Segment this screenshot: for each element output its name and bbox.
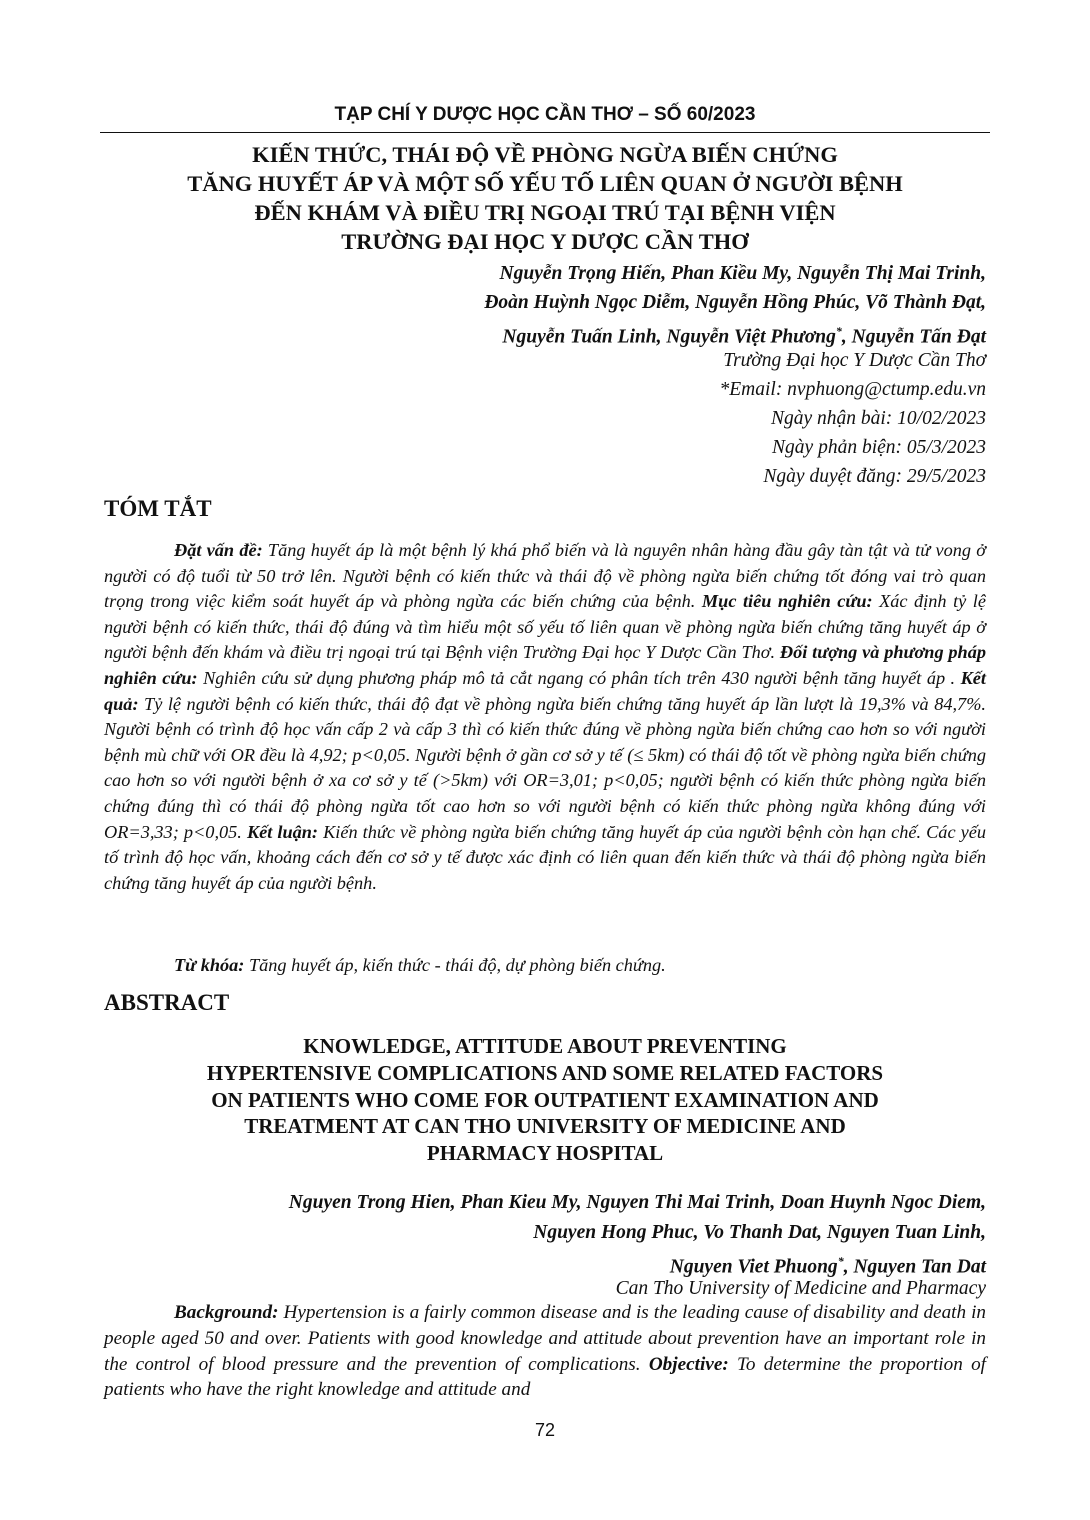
summary-label-conclusion: Kết luận: [246, 821, 319, 842]
title-en-line: PHARMACY HOSPITAL [426, 1141, 664, 1166]
summary-label-background: Đặt vấn đề: [174, 540, 263, 560]
title-en-line: KNOWLEDGE, ATTITUDE ABOUT PREVENTING [303, 1034, 787, 1058]
author-line: Nguyễn Trọng Hiến, Phan Kiều My, Nguyễn Thị Mai Trinh, [499, 263, 986, 284]
summary-label-results: Kết quả: [104, 667, 986, 714]
affiliation-english: Can Tho University of Medicine and Pharmacy [615, 1278, 986, 1299]
keywords-paragraph [104, 953, 986, 979]
summary-label-objective: Mục tiêu nghiên cứu: [701, 591, 873, 612]
journal-header: TẠP CHÍ Y DƯỢC HỌC CẦN THƠ – SỐ 60/2023 [334, 104, 756, 125]
keywords-label: Từ khóa: [174, 955, 245, 975]
abstract-label-objective: Objective: [648, 1353, 729, 1375]
title-en-line: HYPERTENSIVE COMPLICATIONS AND SOME RELATED FACTORS [206, 1060, 884, 1085]
title-vn-line: TRƯỜNG ĐẠI HỌC Y DƯỢC CẦN THƠ [341, 229, 749, 254]
page-number: 72 [534, 1420, 556, 1440]
header-rule [100, 132, 990, 133]
title-vn-line: ĐẾN KHÁM VÀ ĐIỀU TRỊ NGOẠI TRÚ TẠI BỆNH VIỆN [254, 200, 836, 225]
corresponding-mark: * [837, 1254, 844, 1268]
summary-paragraph [104, 538, 986, 896]
affiliation-block-vietnamese [719, 346, 986, 491]
affiliation: Trường Đại học Y Dược Cần Thơ [723, 350, 986, 371]
title-english [100, 1033, 990, 1167]
abstract-heading: ABSTRACT [104, 990, 230, 1015]
date-received: Ngày nhận bài: 10/02/2023 [770, 408, 986, 429]
summary-heading: TÓM TẮT [104, 496, 212, 521]
summary-label-methods: Đối tượng và phương pháp nghiên cứu: [104, 642, 986, 688]
author-name-group: Nguyen Viet Phuong [669, 1256, 838, 1278]
author-name-group: Nguyễn Tuấn Linh, Nguyễn Việt Phương [502, 326, 836, 348]
authors-english [289, 1188, 986, 1282]
email: *Email: nvphuong@ctump.edu.vn [719, 379, 986, 400]
keywords-text: Tăng huyết áp, kiến thức - thái độ, dự phòng biến chứng. [244, 955, 666, 975]
date-reviewed: Ngày phản biện: 05/3/2023 [772, 437, 986, 458]
summary-text: Xác định tỷ lệ người bệnh có kiến thức, thái độ đúng và tìm hiểu một số yếu tố liên quan về phòng ngừa biến chứng tăng huyết áp ở người bệnh đến khám và điều trị ngoại trú tại Bệnh viện Trường Đại học Y Dược Cần Thơ. [104, 591, 986, 663]
author-line: Nguyen Trong Hien, Phan Kieu My, Nguyen Thi Mai Trinh, Doan Huynh Ngoc Diem, [288, 1192, 986, 1213]
title-en-line: TREATMENT AT CAN THO UNIVERSITY OF MEDICINE AND [244, 1114, 846, 1139]
title-vietnamese [100, 140, 990, 256]
abstract-label-background: Background: [174, 1302, 279, 1323]
title-en-line: ON PATIENTS WHO COME FOR OUTPATIENT EXAMINATION AND [211, 1087, 879, 1112]
author-name-group: , Nguyễn Tấn Đạt [841, 326, 986, 348]
summary-text: Tỷ lệ người bệnh có kiến thức, thái độ đạt về phòng ngừa biến chứng tăng huyết áp lần lượt là 19,3% và 84,7%. Người bệnh có trình độ học vấn cấp 2 và cấp 3 thì có kiến thức đúng về phòng ngừa biến chứng cao hơn so với người bệnh mù chữ với OR đều là 4,92; p<0,05. Người bệnh ở gần cơ sở y tế (≤ 5km) có thái độ tốt về phòng ngừa biến chứng cao hơn so với người bệnh ở xa cơ sở y tế (>5km) với OR=3,01; p<0,05; người bệnh có kiến thức phòng ngừa biến chứng đúng thì có thái độ phòng ngừa tốt cao hơn so với người bệnh có kiến thức phòng ngừa không đúng với OR=3,33; p<0,05. [104, 693, 986, 842]
title-vn-line: TĂNG HUYẾT ÁP VÀ MỘT SỐ YẾU TỐ LIÊN QUAN Ở NGƯỜI BỆNH [187, 171, 903, 196]
date-accepted: Ngày duyệt đăng: 29/5/2023 [763, 466, 986, 487]
authors-vietnamese [484, 259, 986, 352]
author-line: Đoàn Huỳnh Ngọc Diễm, Nguyễn Hồng Phúc, Võ Thành Đạt, [484, 292, 986, 313]
summary-text: Nghiên cứu sử dụng phương pháp mô tả cắt ngang có phân tích trên 430 người bệnh tăng huyết áp . [197, 667, 956, 688]
corresponding-mark: * [835, 324, 842, 338]
author-name-group: , Nguyen Tan Dat [843, 1256, 986, 1278]
summary-text: Kiến thức về phòng ngừa biến chứng tăng huyết áp của người bệnh còn hạn chế. Các yếu tố trình độ học vấn, khoảng cách đến cơ sở y tế được xác định có liên quan đến kiến thức và thái độ phòng ngừa biến chứng tăng huyết áp của người bệnh. [104, 821, 986, 893]
abstract-paragraph [104, 1300, 986, 1403]
abstract-text: To determine the proportion of patients who have the right knowledge and attitude and [104, 1353, 986, 1401]
title-vn-line: KIẾN THỨC, THÁI ĐỘ VỀ PHÒNG NGỪA BIẾN CHỨNG [252, 142, 838, 167]
summary-text: Tăng huyết áp là một bệnh lý khá phổ biến và là nguyên nhân hàng đầu gây tàn tật và tử vong ở người có độ tuổi từ 50 trở lên. Người bệnh có kiến thức và thái độ về phòng ngừa biến chứng tốt đóng vai trò quan trọng trong việc kiểm soát huyết áp và phòng ngừa các biến chứng của bệnh. [104, 540, 987, 612]
author-line: Nguyen Hong Phuc, Vo Thanh Dat, Nguyen Tuan Linh, [533, 1221, 986, 1243]
abstract-text: Hypertension is a fairly common disease and is the leading cause of disability and death in people aged 50 and over. Patients with good knowledge and attitude about prevention have an important role in the control of blood pressure and the prevention of complications. [104, 1302, 986, 1375]
